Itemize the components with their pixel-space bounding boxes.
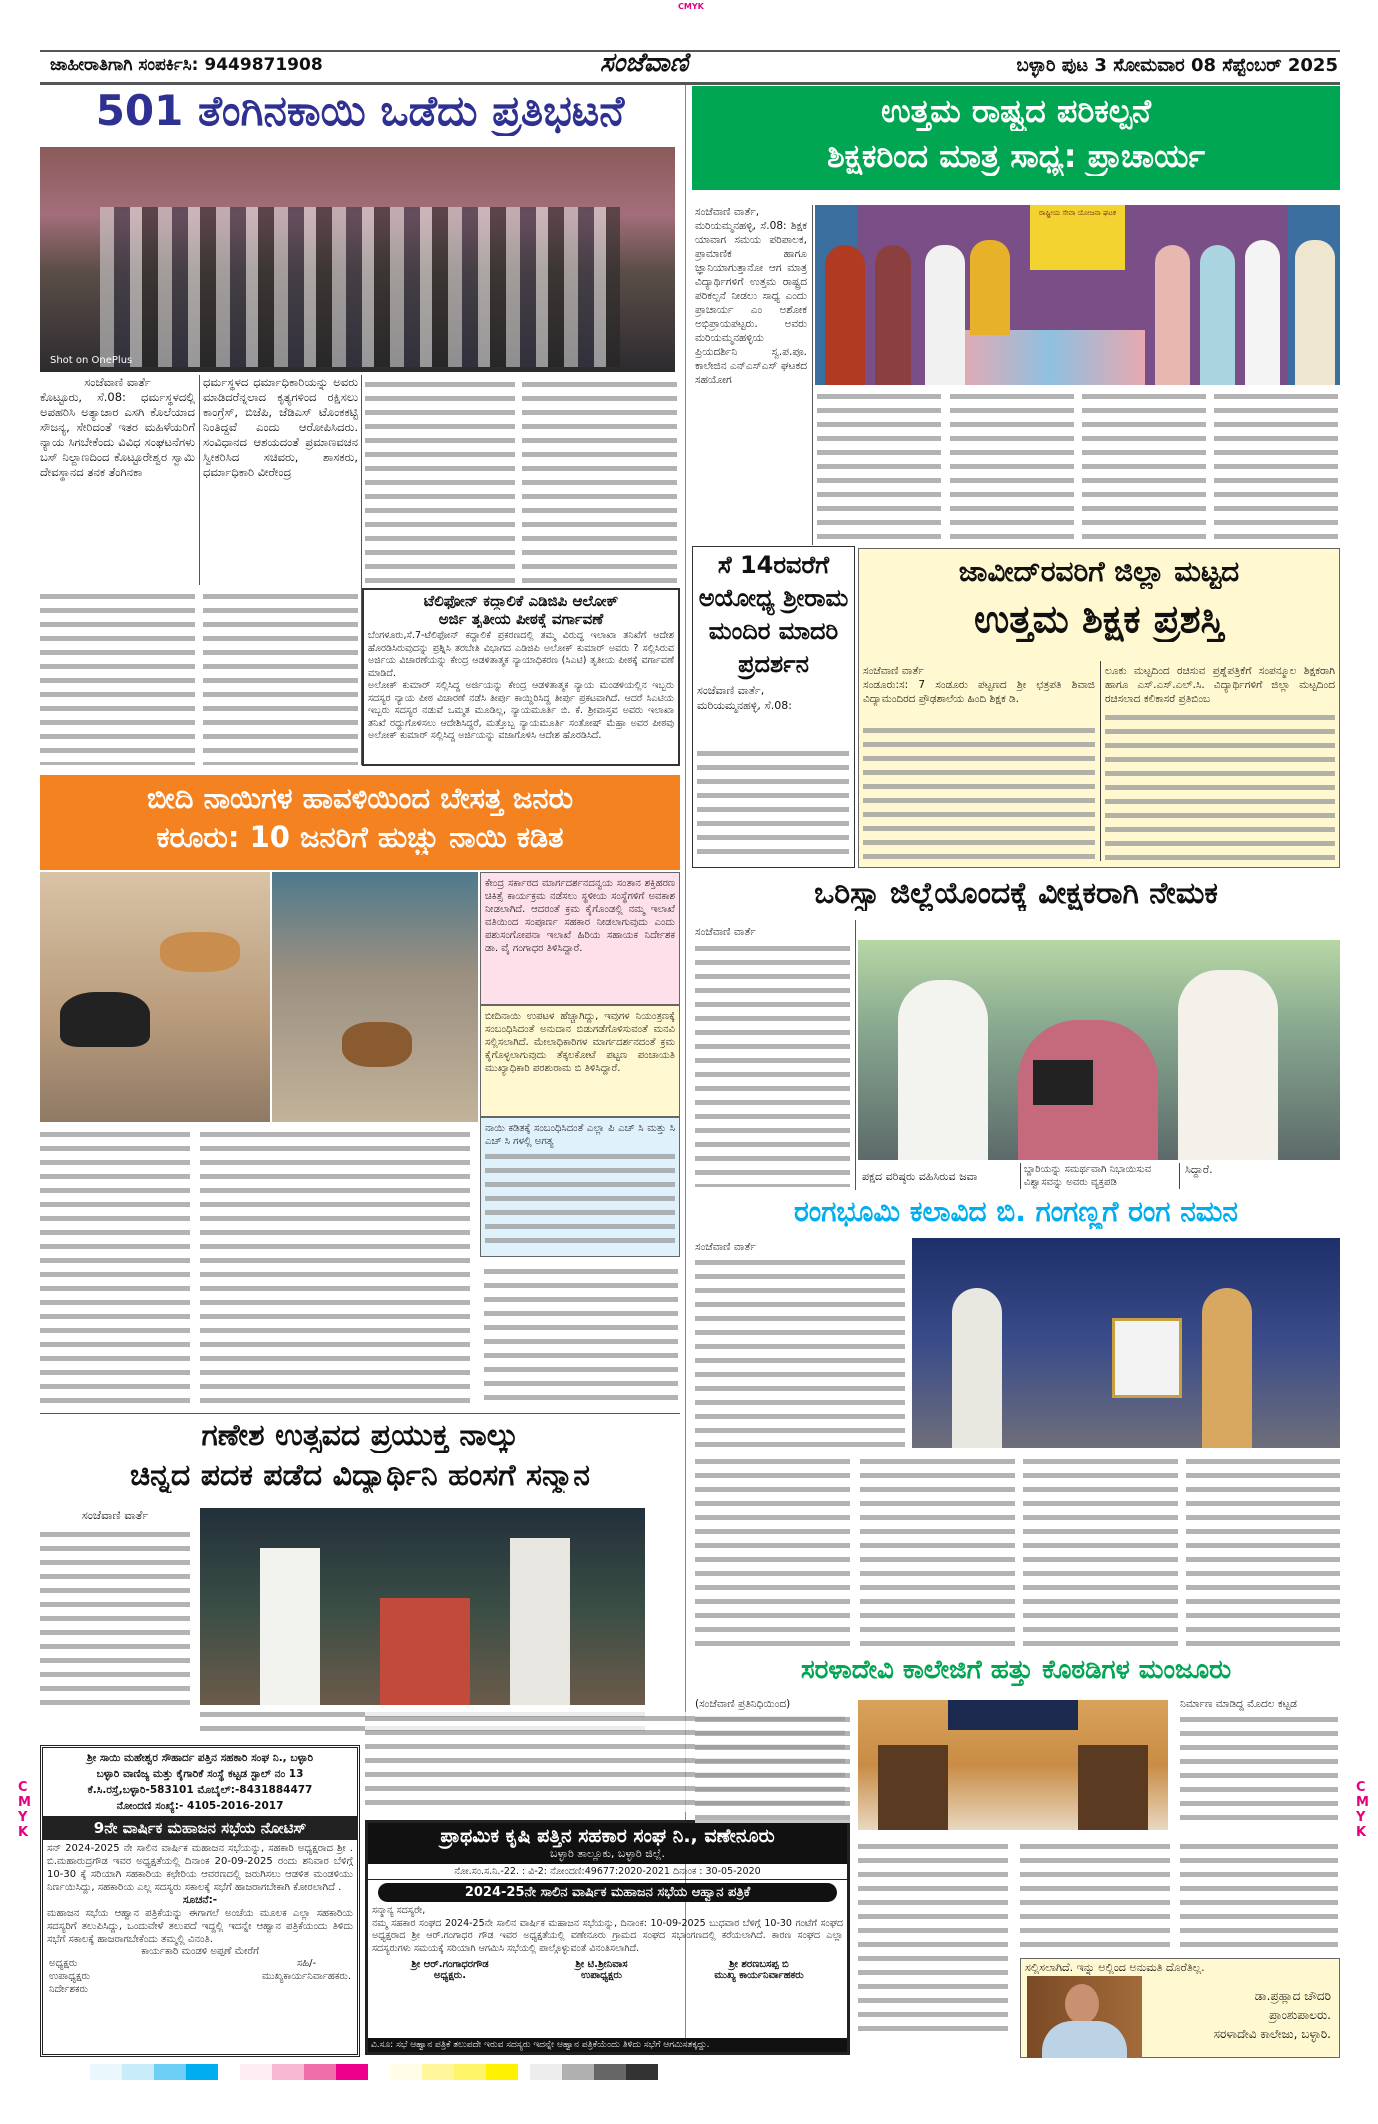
story-coconut-col1 [40, 375, 195, 585]
headline-ganesh-2: ಚಿನ್ನದ ಪದಕ ಪಡೆದ ವಿದ್ಯಾರ್ಥಿನಿ ಹಂಸಗೆ ಸನ್ಮಾನ [130, 1458, 590, 1493]
ad-org-address: ಬಳ್ಳಾರಿ ವಾಣಿಜ್ಯ ಮತ್ತು ಕೈಗಾರಿಕೆ ಸಂಸ್ಥೆ ಕಟ್ಟಡ ಸ್ಟಾಲ್ ನಂ 13 [96, 1768, 304, 1780]
principal-name: ಡಾ.ಪ್ರಹ್ಲಾದ ಚೌದರಿ [1254, 1989, 1331, 2003]
sign-directors: ನಿರ್ದೇಶಕರು [49, 1984, 88, 1995]
story-text: ಮರಿಯಮ್ಮನಹಳ್ಳಿ, ಸೆ.08: [697, 699, 792, 712]
story-ganesh-byline: ಸಂಜೆವಾಣಿ ವಾರ್ತೆ [81, 1508, 149, 1522]
cmyk-mark-right: CMYK [1356, 1780, 1369, 1840]
headline-dogs-2: ಕರೂರು: 10 ಜನರಿಗೆ ಹುಚ್ಚು ನಾಯಿ ಕಡಿತ [156, 820, 564, 854]
headline-award-2: ಉತ್ತಮ ಶಿಕ್ಷಕ ಪ್ರಶಸ್ತಿ [974, 597, 1224, 641]
byline: ಸಂಜೆವಾಣಿ ವಾರ್ತೆ, [695, 206, 760, 218]
headline-phone-2: ಅರ್ಜಿ ತೃತೀಯ ಪೀಠಕ್ಕೆ ವರ್ಗಾವಣೆ [438, 610, 604, 628]
byline: ಸಂಜೆವಾಣಿ ವಾರ್ತೆ [84, 375, 151, 389]
photo-caption: ಪಕ್ಷದ ವರಿಷ್ಠರು ವಹಿಸಿರುವ ಜವಾ [862, 1170, 978, 1183]
headline-orissa: ಒರಿಸ್ಸಾ ಜಿಲ್ಲೆಯೊಂದಕ್ಕೆ ವೀಕ್ಷಕರಾಗಿ ನೇಮಕ [814, 876, 1218, 911]
ad-notice-title: 9ನೇ ವಾರ್ಷಿಕ ಮಹಾಜನ ಸಭೆಯ ನೋಟಿಸ್ [43, 1816, 357, 1840]
ad-pacs-footer: ವಿ.ಸೂ: ಸಭೆ ಆಹ್ವಾನ ಪತ್ರಿಕೆ ತಲುಪದೇ ಇರುವ ಸದಸ್ಯರು ಇದನ್ನೇ ಆಹ್ವಾನ ಪತ್ರಿಕೆಯೆಂದು ತಿಳಿದು ಸಭೆಗೆ ಆಗಮಿಸತಕ್ಕದ್ದು. [368, 2038, 847, 2052]
byline: ಸಂಜೆವಾಣಿ ವಾರ್ತೆ, [697, 684, 765, 697]
photo-teachers-day [815, 205, 1340, 385]
headline-teacher-2: ಶಿಕ್ಷಕರಿಂದ ಮಾತ್ರ ಸಾಧ್ಯ: ಪ್ರಾಚಾರ್ಯ [827, 137, 1205, 175]
story-text: ಕೊಟ್ಟೂರು, ಸೆ.08: ಧರ್ಮಸ್ಥಳದಲ್ಲಿ ಅಪಹರಿಸಿ ಅತ್ಯಾಚಾರ ಎಸಗಿ ಕೊಲೆಯಾದ ಸೌಜನ್ಯ, ಸೇರಿದಂತೆ ಇತರ ಮಹಿಳೆಯರಿಗೆ ನ್ಯಾಯ ಸಿಗಬೇಕೆಂದು ವಿವಿಧ ಸಂಘಟನೆಗಳು ಬಸ್ ನಿಲ್ದಾಣದಿಂದ ಕೊಟ್ಟೂರೇಶ್ವರ ಸ್ವಾಮಿ ದೇವಸ್ಥಾನದ ತನಕ ತೆಂಗಿನಕಾ [40, 390, 195, 479]
ad-pacs-salutation: ಸನ್ಮಾನ್ಯ ಸದಸ್ಯರೇ, [372, 1905, 426, 1916]
ad-note: ಮಹಾಜನ ಸಭೆಯ ಆಹ್ವಾನ ಪತ್ರಿಕೆಯನ್ನು ಈಗಾಗಲೆ ಅಂಚೆಯ ಮೂಲಕ ಎಲ್ಲಾ ಸಹಕಾರಿಯ ಸದಸ್ಯರಿಗೆ ತಲುಪಿಸಿದ್ದು, ಒಂದುವೇಳೆ ತಲುಪದೆ ಇದ್ದಲ್ಲಿ ಇದನ್ನೇ ಆಹ್ವಾನ ಪತ್ರಿಕೆಯಂದು ತಿಳಿದು ಸಭೆಗೆ ಸಕಾಲಕ್ಕೆ ಹಾಜರಾಗಬೇಕೆಂದು ತಮ್ಮಲ್ಲಿ ವಿನಂತಿ. [47, 1908, 353, 1945]
story-orissa-byline: ಸಂಜೆವಾಣಿ ವಾರ್ತೆ [695, 926, 756, 938]
sign-sd: ಸಹಿ/- [296, 1958, 317, 1969]
masthead-logo: ಸಂಜೆವಾಣಿ [600, 48, 689, 78]
sign-vice: ಉಪಾಧ್ಯಕ್ಷರು [49, 1971, 90, 1982]
principal-quote-box [1020, 1958, 1340, 2058]
story-text: ಲೂಕು ಮಟ್ಟದಿಂದ ರಚಿಸುವ ಪ್ರಶ್ನೆಪತ್ರಿಕೆಗೆ ಸಂಪನ್ಮೂಲ ಶಿಕ್ಷಕರಾಗಿ ಹಾಗೂ ಎಸ್.ಎಸ್.ಎಲ್.ಸಿ. ವಿದ್ಯಾರ್ಥಿಗಳಿಗೆ ಜಿಲ್ಲಾ ಮಟ್ಟದಿಂದ ರಚಿಸಲಾದ ಕಲಿಕಾಸರೆ ಪ್ರತಿಬಿಂಬ [1105, 665, 1335, 705]
dateline: ಬಳ್ಳಾರಿ ಪುಟ 3 ಸೋಮವಾರ 08 ಸೆಪ್ಟೆಂಬರ್ 2025 [1016, 55, 1338, 76]
sign-ceo: ಮುಖ್ಯಕಾರ್ಯನಿರ್ವಾಹಕರು. [261, 1971, 351, 1982]
photo-protest [40, 147, 675, 372]
story-theatre-byline: ಸಂಜೆವಾಣಿ ವಾರ್ತೆ [695, 1241, 756, 1253]
headline-teacher-1: ಉತ್ತಮ ರಾಷ್ಟ್ರದ ಪರಿಕಲ್ಪನೆ [880, 92, 1152, 130]
headline-ayodhya: ಸೆ 14ರವರೆಗೆ ಅಯೋಧ್ಯ ಶ್ರೀರಾಮ ಮಂದಿರ ಮಾದರಿ ಪ್ರದರ್ಶನ [698, 551, 849, 678]
sign-president: ಅಧ್ಯಕ್ಷರು [49, 1958, 78, 1969]
photo-stray-dogs [40, 872, 270, 1122]
ad-body: ಸನ್ 2024-2025 ನೇ ಸಾಲಿನ ವಾರ್ಷಿಕ ಮಹಾಜನ ಸಭೆಯನ್ನು, ಸಹಕಾರಿ ಅಧ್ಯಕ್ಷರಾದ ಶ್ರೀ . ಬಿ.ಮಹಾರುದ್ರಗೌಡ ಇವರ ಅಧ್ಯಕ್ಷತೆಯಲ್ಲಿ ದಿನಾಂಕ 20-09-2025 ರಂದು ಶನಿವಾರ ಬೆಳಿಗ್ಗೆ 10-30 ಕ್ಕೆ ಸರಿಯಾಗಿ ಸಹಕಾರಿಯ ಕಛೇರಿಯ ಆವರಣದಲ್ಲಿ ಜರುಗಿಸಲು ಆಡಳಿತ ಮಂಡಳಿಯು ನಿರ್ಣಯಿಸಿದ್ದು, ಸಹಕಾರಿಯ ಎಲ್ಲ ಸದಸ್ಯರು ಸಕಾಲಕ್ಕೆ ಸಭೆಗೆ ಹಾಜರಾಗಬೇಕಾಗಿ ಕೋರಲಾಗಿದೆ . [47, 1843, 353, 1893]
signatory: ಶ್ರೀ ಟಿ.ಶ್ರೀನಿವಾಸ ಉಪಾಧ್ಯಕ್ಷರು [575, 1959, 628, 1981]
story-ayodhya [692, 546, 855, 868]
principal-college: ಸರಳಾದೇವಿ ಕಾಲೇಜು, ಬಳ್ಳಾರಿ. [1213, 2027, 1331, 2041]
story-coconut-col2: ಧರ್ಮಸ್ಥಳದ ಧರ್ಮಾಧಿಕಾರಿಯನ್ನು ಅವರು ಮಾಡಿದರೆನ್ನಲಾದ ಕೃತ್ಯಗಳಿಂದ ರಕ್ಷಿಸಲು ಕಾಂಗ್ರೆಸ್, ಬಿಜೆಪಿ, ಜೆಡಿಎಸ್ ಟೊಂಕಕಟ್ಟಿ ನಿಂತಿದ್ದವೆ ಎಂದು ಆರೋಪಿಸಿದರು. ಸಂವಿಧಾನದ ಆಶಯದಂತೆ ಪ್ರಮಾಣವಚನ ಸ್ವೀಕರಿಸಿದ ಸಚಿವರು, ಶಾಸಕರು, ಧರ್ಮಾಧಿಕಾರಿ ವೀರೇಂದ್ರ [203, 375, 358, 479]
photo-caption: ಸಿದ್ದಾರೆ. [1185, 1163, 1213, 1176]
blue-sidebar: ನಾಯಿ ಕಡಿತಕ್ಕೆ ಸಂಬಂಧಿಸಿದಂತೆ ಎಲ್ಲಾ ಪಿ ಎಚ್ ಸಿ ಮತ್ತು ಸಿ ಎಚ್ ಸಿ ಗಳಲ್ಲಿ ಅಗತ್ಯ [480, 1117, 680, 1257]
ad-pacs-body: ನಮ್ಮ ಸಹಕಾರ ಸಂಘದ 2024-25ನೇ ಸಾಲಿನ ವಾರ್ಷಿಕ ಮಹಾಜನ ಸಭೆಯನ್ನು, ದಿನಾಂಕ: 10-09-2025 ಬುಧವಾರ ಬೆಳಿಗ್ಗೆ 10-30 ಗಂಟೆಗೆ ಸಂಘದ ಅಧ್ಯಕ್ಷರಾದ ಶ್ರೀ ಆರ್.ಗಂಗಾಧರ ಗೌಡ ಇವರ ಅಧ್ಯಕ್ಷತೆಯಲ್ಲಿ ವಣೇನೂರು ಗ್ರಾಮದ ಸಂಘದ ಸಭಾಂಗಣದಲ್ಲಿ ಕರೆಯಲಾಗಿದೆ. ಕಾರಣ ಸಂಘದ ಎಲ್ಲಾ ಸದಸ್ಯರುಗಳು ಸಮಯಕ್ಕೆ ಸರಿಯಾಗಿ ಆಗಮಿಸಿ ಸಭೆಯಲ್ಲಿ ಪಾಲ್ಗೊಳ್ಳುವಂತೆ ವಿನಂತಿಸಲಾಗಿದೆ. [372, 1917, 843, 1954]
signatory: ಶ್ರೀ ಆರ್.ಗಂಗಾಧರಗೌಡ ಅಧ್ಯಕ್ಷರು. [411, 1959, 489, 1981]
cmyk-mark-left: CMYK [18, 1780, 31, 1840]
photo-theatre [912, 1238, 1340, 1448]
story-text: ಸಂಡೂರು:ಸ: 7 ಸಂಡೂರು ಪಟ್ಟಣದ ಶ್ರೀ ಛತ್ರಪತಿ ಶಿವಾಜಿ ವಿದ್ಯಾಮಂದಿರದ ಪ್ರೌಢಶಾಲೆಯ ಹಿಂದಿ ಶಿಕ್ಷಕ ಡಿ. [863, 679, 1095, 705]
photo-banner: ರಾಷ್ಟ್ರೀಯ ಸೇವಾ ಯೋಜನಾ ಘಟಕ [1030, 205, 1125, 270]
quote-text: ಸಲ್ಲಿಸಲಾಗಿದೆ. ಇನ್ನು ಅಲ್ಲಿಂದ ಅನುಮತಿ ದೊರೆತಿಲ್ಲ. [1025, 1961, 1205, 1974]
yellow-sidebar: ಬೀದಿನಾಯಿ ಉಪಟಳ ಹೆಚ್ಚಾಗಿದ್ದು, ಇವುಗಳ ನಿಯಂತ್ರಣಕ್ಕೆ ಸಂಬಂಧಿಸಿದಂತೆ ಅನುದಾನ ಬಿಡುಗಡೆಗೊಳಿಸುವಂತೆ ಮನವಿ ಸಲ್ಲಿಸಲಾಗಿದೆ. ಮೇಲಾಧಿಕಾರಿಗಳ ಮಾರ್ಗದರ್ಶನದಂತೆ ಕ್ರಮ ಕೈಗೊಳ್ಳಲಾಗುವುದು ತೆಕ್ಕಲಕೋಟೆ ಪಟ್ಟಣ ಪಂಚಾಯತಿ ಮುಖ್ಯಾಧಿಕಾರಿ ಪರಶುರಾಮ ಬಿ ತಿಳಿಸಿದ್ದಾರೆ. [480, 1005, 680, 1117]
ad-pacs-reg: ನೋ.ಸಂ.ಸ.ನಿ.-22. : ವಿ-2: ನೋಂದಣಿ:49677:2020-2021 ದಿನಾಂಕ : 30-05-2020 [368, 1864, 847, 1880]
photo-dogs-street [272, 872, 478, 1122]
photo-orissa [858, 940, 1340, 1160]
photo-watermark: Shot on OnePlus [50, 355, 133, 366]
ad-pacs-subtitle: ಬಳ್ಳಾರಿ ತಾಲ್ಲೂಕು, ಬಳ್ಳಾರಿ ಜಿಲ್ಲೆ. [550, 1847, 665, 1860]
headline-college: ಸರಳಾದೇವಿ ಕಾಲೇಜಿಗೆ ಹತ್ತು ಕೊಠಡಿಗಳ ಮಂಜೂರು [800, 1655, 1232, 1685]
headline-coconut: 501 ತೆಂಗಿನಕಾಯಿ ಒಡೆದು ಪ್ರತಿಭಟನೆ [95, 86, 625, 135]
principal-portrait [1027, 1976, 1142, 2058]
photo-college-building [858, 1700, 1168, 1830]
ad-pacs-banner: 2024-25ನೇ ಸಾಲಿನ ವಾರ್ಷಿಕ ಮಹಾಜನ ಸಭೆಯ ಆಹ್ವಾನ ಪತ್ರಿಕೆ [378, 1883, 837, 1902]
ad-org-name: ಶ್ರೀ ಸಾಯಿ ಮಹೇಶ್ವರ ಸೌಹಾರ್ದ ಪತ್ತಿನ ಸಹಕಾರಿ ಸಂಘ ನಿ., ಬಳ್ಳಾರಿ [86, 1752, 314, 1764]
story-college-rightcol: ನಿರ್ಮಾಣ ಮಾಡಿದ್ದ ಮೊದಲ ಕಟ್ಟಡ [1180, 1698, 1297, 1710]
story-college-byline: (ಸಂಜೆವಾಣಿ ಪ್ರತಿನಿಧಿಯಿಂದ) [695, 1698, 791, 1710]
pink-sidebar: ಕೇಂದ್ರ ಸರ್ಕಾರದ ಮಾರ್ಗದರ್ಶನದನ್ವಯ ಸಂತಾನ ಶಕ್ತಿಹರಣ ಚಿಕಿತ್ಸೆ ಕಾರ್ಯಕ್ರಮ ನಡೆಸಲು ಸ್ಥಳೀಯ ಸಂಸ್ಥೆಗಳಿಗೆ ಅವಕಾಶ ನೀಡಲಾಗಿದೆ. ಆದರಂತೆ ಕ್ರಮ ಕೈಗೊಂಡಲ್ಲಿ ನಮ್ಮ ಇಲಾಖೆ ವತಿಯಿಂದ ಸಂಪೂರ್ಣ ಸಹಕಾರ ನೀಡಲಾಗುವುದು ಎಂದು ಪಶುಸಂಗೋಪನಾ ಇಲಾಖೆ ಹಿರಿಯ ಸಹಾಯಕ ನಿರ್ದೇಶಕ ಡಾ. ವೈ ಗಂಗಾಧರ ತಿಳಿಸಿದ್ದಾರೆ. [480, 872, 680, 1005]
headline-theatre: ರಂಗಭೂಮಿ ಕಲಾವಿದ ಬಿ. ಗಂಗಣ್ಣಗೆ ರಂಗ ನಮನ [794, 1195, 1238, 1228]
story-phone-box [362, 588, 680, 766]
story-award [858, 548, 1340, 868]
cmyk-mark-top: CMYK [678, 2, 704, 11]
story-text: ಮರಿಯಮ್ಮನಹಳ್ಳಿ, ಸೆ.08: ಶಿಕ್ಷಕ ಯಾವಾಗ ಸಮಯ ಪರಿಪಾಲಕ, ಪ್ರಾಮಾಣಿಕ ಹಾಗೂ ಜ್ಞಾನಿಯಾಗುತ್ತಾನೋ ಆಗ ಮಾತ್ರ ವಿದ್ಯಾರ್ಥಿಗಳಿಗೆ ಉತ್ತಮ ರಾಷ್ಟ್ರದ ಪರಿಕಲ್ಪನೆ ನೀಡಲು ಸಾಧ್ಯ ಎಂದು ಪ್ರಾಚಾರ್ಯ ಎಂ ಅಶೋಕ ಅಭಿಪ್ರಾಯಪಟ್ಟರು. ಅವರು ಮರಿಯಮ್ಮನಹಳ್ಳಿಯ ಪ್ರಿಯದರ್ಶಿನಿ ಸ್ವ.ಪ.ಪೂ. ಕಾಲೇಜಿನ ಎನ್‌ಎಸ್‌ಎಸ್ ಘಟಕದ ಸಹಯೋಗ [695, 220, 807, 386]
headline-phone-1: ಟೆಲಿಫೋನ್ ಕದ್ದಾಲಿಕೆ ಎಡಿಜಿಪಿ ಆಲೋಕ್ [423, 592, 619, 610]
signatory: ಶ್ರೀ ಶರಣಬಸಪ್ಪ ಬಿ ಮುಖ್ಯ ಕಾರ್ಯನಿರ್ವಾಹಕರು [714, 1959, 804, 1981]
photo-caption: ಬ್ದಾರಿಯನ್ನು ಸಮರ್ಥವಾಗಿ ನಿಭಾಯಿಸುವ ವಿಶ್ವಾಸವನ್ನು ಅವರು ವ್ಯಕ್ತಪಡಿ [1020, 1163, 1180, 1189]
ad-order: ಕಾರ್ಯಕಾರಿ ಮಂಡಳಿ ಅಪ್ಪಣೆ ಮೇರೆಗೆ [141, 1946, 259, 1957]
headline-award-1: ಜಾವೀದ್‌ರವರಿಗೆ ಜಿಲ್ಲಾ ಮಟ್ಟದ [958, 555, 1240, 588]
headline-dogs-1: ಬೀದಿ ನಾಯಿಗಳ ಹಾವಳಿಯಿಂದ ಬೇಸತ್ತ ಜನರು [146, 781, 574, 815]
story-teacher-col1 [695, 205, 807, 540]
photo-felicitation [200, 1508, 645, 1705]
ad-pacs-title: ಪ್ರಾಥಮಿಕ ಕೃಷಿ ಪತ್ತಿನ ಸಹಕಾರ ಸಂಘ ನಿ., ವಣೇನೂರು [440, 1825, 775, 1847]
ad-contact: ಜಾಹೀರಾತಿಗಾಗಿ ಸಂಪರ್ಕಿಸಿ: 9449871908 [50, 55, 323, 75]
ad-note-title: ಸೂಚನೆ:- [182, 1894, 218, 1906]
ad-pacs-vanenur [365, 1820, 850, 2055]
headline-ganesh-1: ಗಣೇಶ ಉತ್ಸವದ ಪ್ರಯುಕ್ತ ನಾಲ್ಕು [201, 1418, 519, 1453]
story-text: ಬೆಂಗಳೂರು,ಸೆ.7-ಟೆಲಿಫೋನ್ ಕದ್ದಾಲಿಕೆ ಪ್ರಕರಣದಲ್ಲಿ ತಮ್ಮ ವಿರುದ್ಧ ಇಲಾಖಾ ತನಿಖೆಗೆ ಆದೇಶ ಹೊರಡಿಸಿರುವುದನ್ನು ಪ್ರಶ್ನಿಸಿ ತರಬೇತಿ ವಿಭಾಗದ ಎಡಿಜಿಪಿ ಅಲೋಕ್ ಕುಮಾರ್ ಅವರು ? ಸಲ್ಲಿಸಿರುವ ಅರ್ಜಿಯ ವಿಚಾರಣೆಯನ್ನು ಕೇಂದ್ರ ಆಡಳಿತಾತ್ಮಕ ನ್ಯಾಯಾಧಿಕರಣ (ಸಿಎಟಿ) ತೃತೀಯ ಪೀಠಕ್ಕೆ ವರ್ಗಾವಣೆ ಮಾಡಿದೆ. ಅಲೋಕ್ ಕುಮಾರ್ ಸಲ್ಲಿಸಿದ್ದ ಅರ್ಜಿಯನ್ನು ಕೇಂದ್ರ ಆಡಳಿತಾತ್ಮಕ ನ್ಯಾಯ ಮಂಡಳಿಯಲ್ಲಿನ ಇಬ್ಬರು ಸದಸ್ಯರ ನ್ಯಾಯ ಪೀಠ ವಿಚಾರಣೆ ನಡೆಸಿ ತೀರ್ಪು ಕಾಯ್ದಿರಿಸಿದ್ದ ತೀರ್ಪು ಪ್ರಕಟವಾಗಿದೆ. ಆದರೆ ಸಿಎಟಿಯ ಇಬ್ಬರು ಸದಸ್ಯರ ನಡುವೆ ಒಮ್ಮತ ಮೂಡಿಲ್ಲ, ನ್ಯಾಯಮೂರ್ತಿ ಬಿ. ಕೆ. ಶ್ರೀವಾಸ್ತವ ಅವರು ಇಲಾಖಾ ತನಿಖೆ ರದ್ದುಗೊಳಿಸಲು ಆದೇಶಿಸಿದ್ದರೆ, ಮತ್ತೊಬ್ಬ ನ್ಯಾಯಮೂರ್ತಿ ಸಂತೋಷ್ ಮೆಹ್ರಾ ಅವರ ಪೀಠವು ಅಲೋಕ್ ಕುಮಾರ್ ಸಲ್ಲಿಸಿದ್ದ ಅರ್ಜಿಯನ್ನು ವಜಾಗೊಳಿಸಿ ಆದೇಶ ಹೊರಡಿಸಿದೆ. [368, 630, 674, 741]
headline-dogs-banner [40, 775, 680, 870]
ad-contact: ಕೆ.ಸಿ.ರಸ್ತೆ,ಬಳ್ಳಾರಿ-583101 ಮೊಬೈಲ್:-8431884477 [87, 1784, 313, 1796]
principal-role: ಪ್ರಾಂಶುಪಾಲರು. [1269, 2008, 1331, 2022]
ad-sai-maheshwara [40, 1745, 360, 2057]
byline: ಸಂಜೆವಾಣಿ ವಾರ್ತೆ [863, 665, 924, 677]
ad-registration: ನೋಂದಣಿ ಸಂಖ್ಯೆ:- 4105-2016-2017 [116, 1800, 284, 1812]
headline-teacher-banner [692, 86, 1340, 190]
